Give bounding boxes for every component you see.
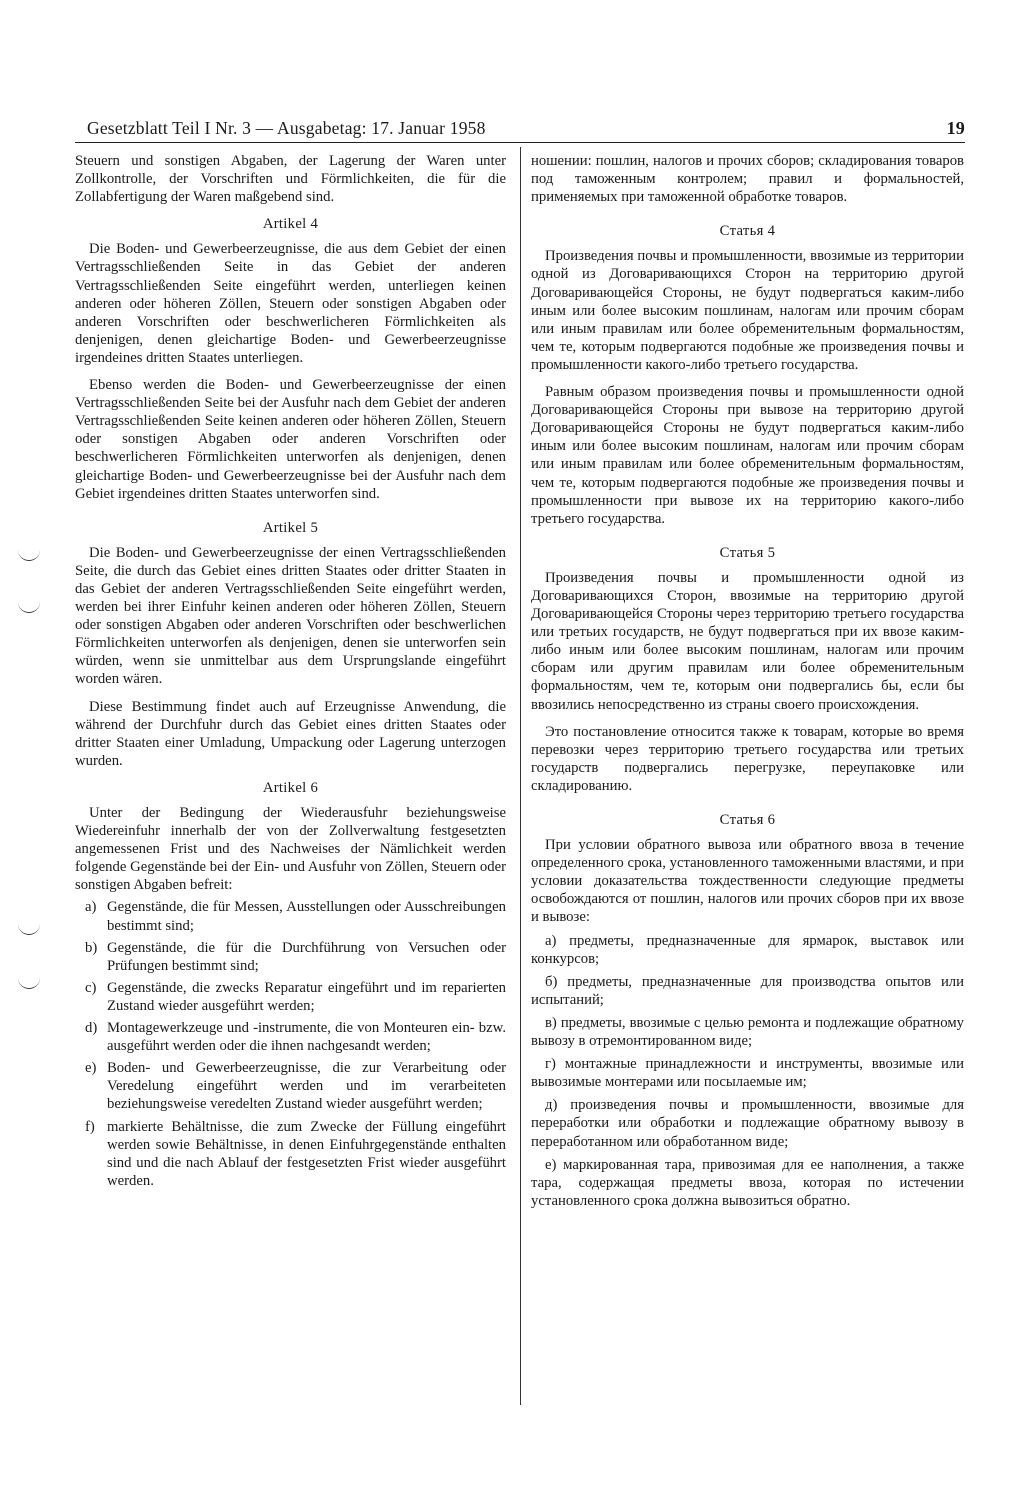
paragraph: Произведения почвы и промышленности, ввозимые из территории одной из Договаривающихся Сторон на территорию другой Договаривающейся Стороны, не будут подвергаться каким-либо иным или более высоким пошлинам, налогам или прочим сборам или иным правилам или более обременительным формальностям, чем те, которым подвергаются подобные же произведения почвы и промышленности какого-либо третьего государства. [531,248,964,373]
paragraph: Ebenso werden die Boden- und Gewerbeerzeugnisse der einen Vertragsschließenden Seite bei der Ausfuhr nach dem Gebiet der anderen Vertragsschließenden Seite keinen anderen oder höheren Zöllen, Steuern oder sonstigen Abgaben oder anderen Vorschriften oder beschwerlicheren Förmlichkeiten unterworfen als denjenigen, denen gleichartige Boden- und Gewerbeerzeugnisse bei der Ausfuhr nach dem Gebiet irgendeines dritten Staates unterworfen sind. [75,377,506,502]
item-text: Montagewerkzeuge und -instrumente, die von Monteuren ein- bzw. ausgeführt werden oder die ihnen nachgesandt werden; [107,1020,506,1055]
list-item [75,939,506,975]
item-letter: a) [85,899,97,916]
paragraph: Die Boden- und Gewerbeerzeugnisse der einen Vertragsschließenden Seite, die durch das Gebiet eines dritten Staates oder dritter Staaten in das Gebiet der anderen Vertragsschließenden Seite eingeführt werden, werden bei ihrer Einfuhr keinen anderen oder höheren Zöllen, Steuern oder sonstigen Abgaben oder anderen Vorschriften oder beschwerlichen Förmlichkeiten unterworfen als denjenigen, denen sie unterworfen sein würden, wenn sie unmittelbar aus dem Ursprungslande eingeführt worden wären. [75,544,506,688]
item-list [531,932,964,1210]
item-text: Boden- und Gewerbeerzeugnisse, die zur Verarbeitung oder Veredelung eingeführt werden und im verarbeiteten beziehungsweise veredelten Zustand wieder ausgeführt werden; [107,1060,506,1113]
margin-mark [18,548,40,561]
article-heading: Статья 5 [719,544,776,561]
paragraph: При условии обратного вывоза или обратного ввоза в течение определенного срока, установленного таможенными властями, и при условии доказательства тождественности следующие предметы освобождаются от пошлин, налогов или прочих сборов при их ввозе и вывозе: [531,837,964,926]
paragraph: Произведения почвы и промышленности одной из Договаривающихся Сторон, ввозимые на территорию другой Договаривающейся Стороны через территорию третьего государства или третьих государств, не будут подвергаться при их ввозе каким-либо иным или более высоким пошлинам, налогам или прочим сборам или другим правилам или более обременительным формальностям, чем те, которым они подвергались бы, если бы ввозились непосредственно из страны своего происхождения. [531,569,964,713]
list-item: г) монтажные принадлежности и инструменты, ввозимые или вывозимые монтерами или посылаемые им; [531,1056,964,1091]
item-letter: e) [85,1060,97,1077]
margin-mark [18,976,40,989]
item-letter: c) [85,979,97,996]
list-item: б) предметы, предназначенные для производства опытов или испытаний; [531,973,964,1008]
list-item [75,979,506,1015]
german-column [75,152,506,1194]
paragraph: Это постановление относится также к товарам, которые во время перевозки через территорию третьего государства или третьих государств подвергались перегрузке, переупаковке или складированию. [531,723,964,794]
article-heading: Artikel 6 [262,779,319,796]
list-item: е) маркированная тара, привозимая для ее наполнения, а также тара, содержащая предметы ввоза, которая по истечении установленного срока должна вывозиться обратно. [531,1156,964,1209]
russian-column [531,152,964,1215]
item-text: Gegenstände, die für die Durchführung von Versuchen oder Prüfungen bestimmt sind; [107,939,506,974]
article-heading: Artikel 4 [262,216,319,233]
header-rule [75,142,965,143]
item-letter: b) [85,939,98,956]
paragraph: Unter der Bedingung der Wiederausfuhr beziehungsweise Wiedereinfuhr innerhalb der von der Zollverwaltung festgesetzten angemessenen Frist und des Nachweises der Nämlichkeit werden folgende Gegenstände bei der Ein- und Ausfuhr von Zöllen, Steuern oder sonstigen Abgaben befreit: [75,805,506,894]
page-number: 19 [946,118,965,138]
list-item: в) предметы, ввозимые с целью ремонта и подлежащие обратному вывозу в отремонтированном виде; [531,1014,964,1050]
item-letter: f) [85,1118,95,1135]
article-heading: Статья 4 [719,223,776,240]
item-text: Gegenstände, die zwecks Reparatur eingeführt und im reparierten Zustand wieder ausgeführt werden; [107,979,506,1014]
paragraph: Diese Bestimmung findet auch auf Erzeugnisse Anwendung, die während der Durchfuhr durch das Gebiet eines dritten Staates oder dritter Staaten einer Umladung, Umpackung oder Lagerung unterzogen wurden. [75,698,506,769]
list-item: д) произведения почвы и промышленности, ввозимые для переработки или обработки и подлежащие обратному вывозу в переработанном или обработанном виде; [531,1097,964,1150]
article-heading: Artikel 5 [262,519,319,536]
list-item [75,1019,506,1055]
item-letter: d) [85,1020,98,1037]
paragraph: Равным образом произведения почвы и промышленности одной Договаривающейся Стороны при вывозе на территорию другой Договаривающейся Стороны не будут подвергаться каким-либо иным или более высоким пошлинам, налогам или прочим сборам или иным правилам или более обременительным формальностям, чем те, которым подвергаются подобные же произведения почвы и промышленности при вывозе их на территорию какого-либо третьего государства. [531,384,964,527]
paragraph: Steuern und sonstigen Abgaben, der Lagerung der Waren unter Zollkontrolle, der Vorschriften und Förmlichkeiten, die für die Zollabfertigung der Waren maßgebend sind. [75,153,506,206]
item-text: markierte Behältnisse, die zum Zwecke der Füllung eingeführt werden sowie Behältnisse, in denen Einfuhrgegenstände enthalten sind und die nach Ablauf der festgesetzten Frist wieder ausgeführt werden. [107,1118,506,1189]
article-heading: Статья 6 [719,812,776,828]
paragraph: ношении: пошлин, налогов и прочих сборов; складирования товаров под таможенным контролем; правил и формальностей, применяемых при таможенной обработке товаров. [531,153,964,206]
margin-mark [18,922,40,935]
list-item [75,1059,506,1113]
item-text: Gegenstände, die für Messen, Ausstellungen oder Ausschreibungen bestimmt sind; [107,899,506,934]
item-list [75,898,506,1189]
paragraph: Die Boden- und Gewerbeerzeugnisse, die aus dem Gebiet der einen Vertragsschließenden Seite in das Gebiet der anderen Vertragsschließenden Seite eingeführt werden, unterliegen keinen anderen oder höheren Zöllen, Steuern oder sonstigen Abgaben oder anderen Vorschriften oder beschwerlicheren Förmlichkeiten als denjenigen, denen gleichartige Boden- und Gewerbeerzeugnisse irgendeines dritten Staates unterliegen. [75,241,506,366]
list-item: а) предметы, предназначенные для ярмарок, выставок или конкурсов; [531,932,964,967]
column-divider [520,147,521,1405]
list-item [75,898,506,934]
margin-mark [18,600,40,613]
list-item [75,1118,506,1190]
header-title: Gesetzblatt Teil I Nr. 3 — Ausgabetag: 17. Januar 1958 [87,118,486,138]
